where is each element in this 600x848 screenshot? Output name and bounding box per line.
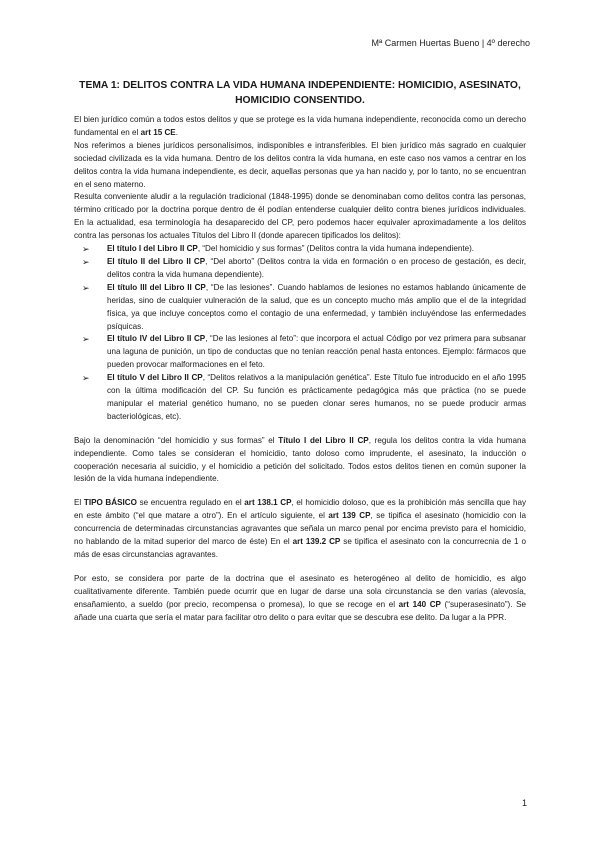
article-ref: art 15 CE bbox=[140, 127, 176, 137]
page-number: 1 bbox=[521, 798, 527, 808]
tipo-basico-paragraph: El TIPO BÁSICO se encuentra regulado en el art 138.1 CP, el homicidio doloso, que es la prohibición más sencilla que hay en este ámbito (“el que matare a otro”). En el artículo siguiente, el art 139 CP, se tipifica el asesinato (homicidio con la concurrencia de determinadas circunstancias agravantes que señala un marco penal por encima previsto para el homicidio, no hablando de la mitad superior del marco de éste) En el art 139.2 CP se tipifica el asesinato con la concurrecnia de 1 o más de esas circunstancias agravantes. bbox=[74, 498, 527, 559]
arrow-bullet-icon: ➢ bbox=[82, 244, 90, 255]
intro-paragraph-1: El bien jurídico común a todos estos delitos y que se protege es la vida humana independiente, reconocida como un derecho fundamental en el art 15 CE. bbox=[74, 115, 526, 137]
arrow-bullet-icon: ➢ bbox=[82, 282, 90, 293]
intro-paragraph-3: Resulta conveniente aludir a la regulación tradicional (1848-1995) donde se denominaban como delitos contra las personas, término criticado por la doctrina porque dentro de él podían entenderse cualquier delito contra bienes jurídicos individuales. En la actualidad, esa terminología ha desaparecido del CP, pero podemos hacer equivaler aproximadamente a los delitos contra las personas los actuales Títulos del Libro II (donde aparecen tipificados los delitos): bbox=[74, 192, 526, 241]
page-header-author: Mª Carmen Huertas Bueno | 4º derecho bbox=[371, 38, 530, 48]
list-item: ➢ El título III del Libro II CP, “De las lesiones”. Cuando hablamos de lesiones no estamos hablando únicamente de heridas, sino de cualquier vulneración de la salud, que es un concepto mucho más amplio que el de la integridad física, ya que incluye conceptos como el contagio de una enfermedad, y también incluyéndose las enfermedades psíquicas. bbox=[82, 282, 527, 331]
list-item: ➢ El título I del Libro II CP, “Del homicidio y sus formas” (Delitos contra la vida humana independiente). bbox=[82, 244, 475, 255]
arrow-bullet-icon: ➢ bbox=[82, 373, 90, 384]
list-item: ➢ El título IV del Libro II CP, “De las lesiones al feto”: que incorpora el actual Código por vez primera para subsanar una laguna de punición, un tipo de conductas que no tenían reacción penal hasta entonces. Ejemplo: fármacos que pueden provocar malformaciones en el feto. bbox=[82, 334, 526, 370]
list-item: ➢ El título V del Libro II CP, “Delitos relativos a la manipulación genética”. Este Título fue introducido en el año 1995 con la última modificación del CP. Su función es prácticamente pedagógica más que práctica (no se puede manipular el material genético humano, no se pueden clonar seres humanos, no se puede producir armas bacteriológicas, etc). bbox=[82, 373, 526, 421]
titles-list bbox=[74, 243, 526, 424]
list-item: ➢ El título II del Libro II CP, “Del aborto” (Delitos contra la vida en formación o en proceso de gestación, es decir, delitos contra la vida humana dependiente). bbox=[82, 256, 527, 279]
doctrina-paragraph: Por esto, se considera por parte de la doctrina que el asesinato es heterogéneo al delito de homicidio, es algo cualitativamente diferente. También puede ocurrir que en lugar de darse una sola circunstancia se den varias (alevosía, ensañamiento, a sueldo (por precio, recompensa o promesa), lo que se recoge en el art 140 CP (“superasesinato”). Se añade una cuarta que sería el matar para facilitar otro delito o para evitar que se descubra ese delito. Da lugar a la PPR. bbox=[74, 573, 526, 622]
denominacion-paragraph: Bajo la denominación “del homicidio y sus formas” el Título I del Libro II CP, regula los delitos contra la vida humana independiente. Como tales se consideran el homicidio, tanto doloso como imprudente, el asesinato, la inducción o cooperación necesaria al suicidio, y el homicidio a petición del solicitado. Todos estos delitos tienen en común suponer la lesión de la vida humana independiente. bbox=[74, 435, 527, 484]
document-title: TEMA 1: DELITOS CONTRA LA VIDA HUMANA INDEPENDIENTE: HOMICIDIO, ASESINATO, HOMICIDIO CONSENTIDO. bbox=[79, 80, 521, 106]
intro-paragraph-2: Nos referimos a bienes jurídicos personalísimos, indisponibles e intransferibles. El bien jurídico más sagrado en cualquier sociedad civilizada es la vida humana. Dentro de los delitos contra la vida humana, en este caso nos vamos a centrar en los delitos contra la vida humana independiente, es decir, aquellas personas que ya han nacido y, por lo tanto, no se encuentran en el seno materno. bbox=[74, 140, 526, 189]
document-body bbox=[74, 114, 526, 625]
arrow-bullet-icon: ➢ bbox=[82, 256, 90, 267]
arrow-bullet-icon: ➢ bbox=[82, 334, 90, 345]
